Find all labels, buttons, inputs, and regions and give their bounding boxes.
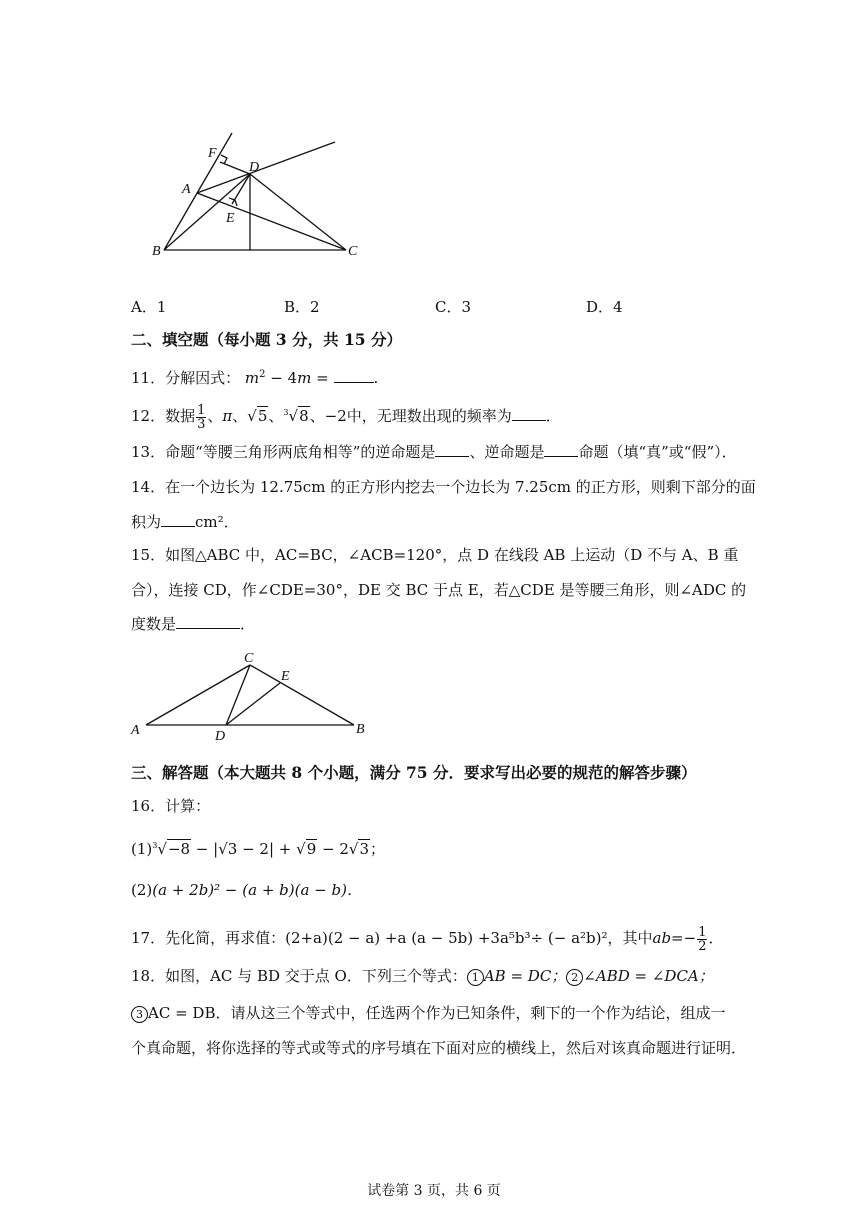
- point-label-E: E: [226, 211, 235, 226]
- answer-blank: [512, 406, 546, 421]
- question-text: 中，无理数出现的频率为: [346, 407, 512, 425]
- question-16: [131, 796, 210, 816]
- radicand: 9: [306, 840, 317, 858]
- point-label-B2: B: [356, 722, 365, 737]
- fraction: [697, 926, 707, 953]
- question-text: 数据: [165, 407, 196, 425]
- question-number: 11．: [131, 369, 166, 387]
- section-3-title: 三、解答题（本大题共 8 个小题，满分 75 分．要求写出必要的规范的解答步骤）: [131, 763, 697, 782]
- punct: ；: [370, 840, 386, 858]
- section-2-title: 二、填空题（每小题 3 分，共 15 分）: [131, 330, 402, 349]
- question-15-line-3: [131, 614, 255, 634]
- punct: ．: [545, 407, 561, 425]
- sqrt: √5: [247, 407, 268, 425]
- punct: .: [373, 369, 379, 387]
- question-text: 合），连接 CD，作∠CDE=30°，DE 交 BC 于点 E，若△CDE 是等腰三角形，则∠ADC 的: [131, 581, 747, 599]
- radicand: −8: [167, 840, 191, 858]
- question-18-line-2: [131, 1003, 725, 1023]
- abs-expr: √3 − 2: [218, 840, 269, 858]
- question-text: 命题（填“真”或“假”）．: [578, 443, 737, 461]
- punct: ．: [240, 615, 256, 633]
- sqrt: √3: [348, 840, 369, 858]
- question-17: [131, 924, 723, 953]
- sep: 、: [232, 407, 248, 425]
- option-value: 2: [310, 298, 320, 316]
- question-number: 16．: [131, 797, 166, 815]
- question-14-line-2: [131, 512, 239, 532]
- question-text: 如图△ABC 中，AC=BC，∠ACB=120°，点 D 在线段 AB 上运动（D 不与 A、B 重: [165, 546, 739, 564]
- question-text: 命题“等腰三角形两底角相等”的逆命题是: [165, 443, 436, 461]
- question-15-line-1: [131, 545, 738, 565]
- point-label-A2: A: [131, 723, 140, 738]
- option-letter: D．: [586, 298, 614, 316]
- point-label-C: C: [348, 244, 358, 259]
- sqrt: √9: [296, 840, 317, 858]
- page-footer: 试卷第 3 页，共 6 页: [367, 1183, 501, 1199]
- geometry-figure-2: [125, 645, 375, 745]
- question-text: 、逆命题是: [469, 443, 545, 461]
- question-text: AC = DB．请从这三个等式中，任选两个作为已知条件，剩下的一个作为结论，组成一: [148, 1004, 726, 1022]
- option-b: [284, 296, 320, 317]
- circled-number: 1: [467, 969, 484, 986]
- option-letter: C．: [435, 298, 462, 316]
- question-18-line-1: [131, 966, 714, 986]
- question-text: 度数是: [131, 615, 177, 633]
- question-number: 13．: [131, 443, 166, 461]
- point-label-F: F: [208, 146, 217, 161]
- frac-num: 1: [197, 402, 206, 418]
- math-value: −2: [324, 407, 347, 425]
- answer-blank: [544, 442, 578, 457]
- geometry-figure-1: [140, 125, 358, 265]
- math-var: m: [244, 369, 260, 387]
- option-letter: B．: [284, 298, 311, 316]
- option-value: 3: [461, 298, 472, 316]
- point-label-E2: E: [281, 669, 290, 684]
- point-label-D: D: [249, 160, 260, 175]
- question-text: 分解因式：: [165, 369, 241, 387]
- frac-den: 2: [698, 938, 707, 954]
- punct: ．: [708, 929, 724, 947]
- question-18-line-3: [131, 1038, 746, 1058]
- point-label-D2: D: [215, 729, 226, 744]
- question-text: 先化简，再求值：(2+a)(2 − a) +a (a − 5b) +3a⁵b³÷ (− a²b)²，其中: [165, 929, 653, 947]
- question-text: 积为: [131, 513, 162, 531]
- math-text: − 4: [265, 369, 298, 387]
- frac-den: 3: [197, 416, 206, 432]
- answer-blank: [176, 614, 240, 629]
- answer-blank: [334, 368, 374, 383]
- radicand: 5: [257, 407, 268, 425]
- option-letter: A．: [131, 298, 157, 316]
- equation: AB = DC；: [483, 967, 567, 985]
- circled-number: 2: [566, 969, 583, 986]
- sep: 、: [268, 407, 284, 425]
- point-label-B: B: [152, 244, 161, 259]
- sep: 、: [207, 407, 223, 425]
- question-number: 12．: [131, 407, 166, 425]
- frac-num: 1: [698, 924, 707, 940]
- cbrt: $^3$√8: [283, 407, 309, 425]
- answer-blank: [161, 512, 195, 527]
- math-cond: ab=−: [652, 929, 697, 947]
- part-label: (1): [131, 840, 153, 858]
- question-text: cm²．: [195, 513, 239, 531]
- equation: ∠ABD = ∠DCA；: [583, 967, 714, 985]
- question-text: 计算：: [165, 797, 211, 815]
- answer-blank: [435, 442, 469, 457]
- option-value: 4: [613, 298, 623, 316]
- math-pi: π: [222, 407, 233, 425]
- circled-number: 3: [131, 1006, 148, 1023]
- question-number: 14．: [131, 478, 166, 496]
- question-number: 15．: [131, 546, 166, 564]
- question-text: 如图，AC 与 BD 交于点 O．下列三个等式：: [165, 967, 467, 985]
- point-label-C2: C: [244, 651, 254, 666]
- math-var: m: [297, 369, 312, 387]
- math-expr: (a + 2b)² − (a + b)(a − b)．: [152, 881, 362, 899]
- question-number: 18．: [131, 967, 166, 985]
- math-eq: =: [311, 369, 334, 387]
- question-11: 11．分解因式： $m^2 - 4m$ = .: [131, 369, 379, 387]
- question-text: 个真命题，将你选择的等式或等式的序号填在下面对应的横线上，然后对该真命题进行证明．: [131, 1039, 747, 1057]
- option-value: 1: [156, 298, 167, 316]
- question-16-part-2: [131, 880, 362, 900]
- math-text: − 2: [317, 840, 349, 858]
- question-12: [131, 399, 561, 431]
- cbrt: $^3$√−8: [152, 840, 191, 858]
- option-d: [586, 296, 623, 317]
- part-label: (2): [131, 881, 153, 899]
- option-a: [131, 296, 166, 317]
- radicand: 8: [299, 407, 309, 425]
- question-number: 17．: [131, 929, 166, 947]
- point-label-A: A: [182, 182, 191, 197]
- fraction: [196, 404, 206, 431]
- question-15-line-2: [131, 580, 746, 600]
- question-16-part-1: $(1)^3√-8 - |√3 - 2| + √9 - 2√3$；: [131, 836, 385, 859]
- question-14-line-1: [131, 477, 756, 497]
- radicand: 3: [359, 840, 369, 858]
- question-text: 在一个边长为 12.75cm 的正方形内挖去一个边长为 7.25cm 的正方形，则剩下部分的面: [165, 478, 756, 496]
- option-c: [435, 296, 471, 317]
- question-13: [131, 442, 737, 462]
- sep: 、: [309, 407, 325, 425]
